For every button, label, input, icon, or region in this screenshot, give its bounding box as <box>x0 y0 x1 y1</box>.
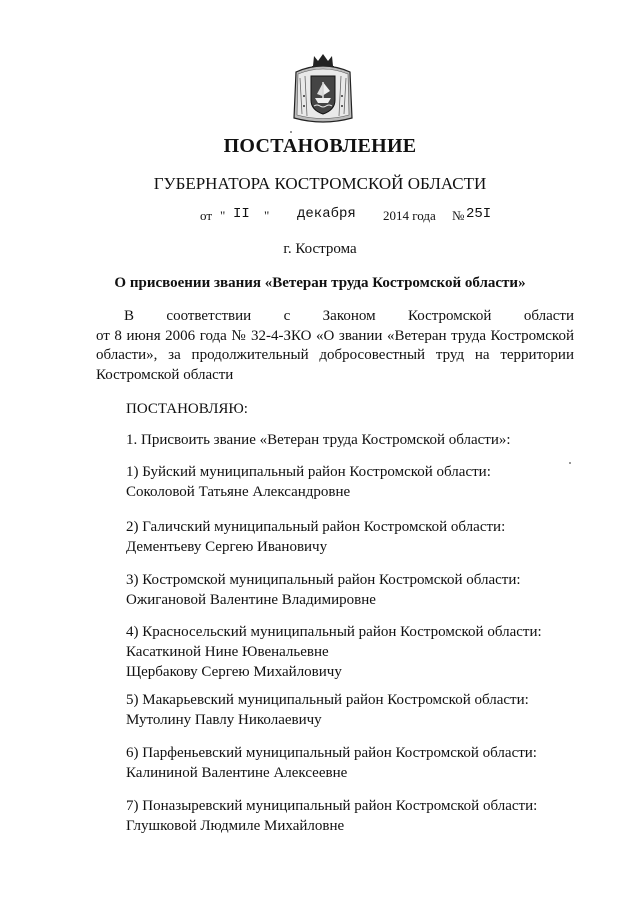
recipient-name: Дементьеву Сергею Ивановичу <box>126 539 328 555</box>
recipient-name: Глушковой Людмиле Михайловне <box>126 818 345 834</box>
preamble-line-3: области», за продолжительный добросовестный труд на территории <box>96 347 574 363</box>
recipient-name: Калининой Валентине Алексеевне <box>126 765 348 781</box>
document-number: 25I <box>466 206 492 222</box>
item-1: 1. Присвоить звание «Ветеран труда Костромской области»: <box>126 432 511 448</box>
district-block <box>126 517 505 557</box>
scan-speck <box>569 462 571 464</box>
scan-speck <box>290 131 292 133</box>
preamble-line-1: В соответствии с Законом Костромской области <box>124 308 574 324</box>
recipient-name: Щербакову Сергею Михайловичу <box>126 664 342 680</box>
document-title: ПОСТАНОВЛЕНИЕ <box>223 135 417 157</box>
district-label: 2) Галичский муниципальный район Костромской области: <box>126 519 506 535</box>
district-block <box>126 796 537 836</box>
district-label: 4) Красносельский муниципальный район Костромской области: <box>126 624 542 640</box>
date-day: II <box>233 206 250 222</box>
preamble-paragraph <box>96 307 574 385</box>
district-label: 1) Буйский муниципальный район Костромской области: <box>126 464 491 480</box>
number-sign: № <box>452 208 465 223</box>
city-line: г. Кострома <box>283 241 357 257</box>
date-quote-open: " <box>220 208 226 223</box>
preamble-line-4: Костромской области <box>96 366 234 383</box>
district-block <box>126 743 537 783</box>
district-block <box>126 690 529 730</box>
recipient-name: Ожигановой Валентине Владимировне <box>126 592 376 608</box>
district-label: 7) Поназыревский муниципальный район Костромской области: <box>126 798 538 814</box>
district-label: 6) Парфеньевский муниципальный район Костромской области: <box>126 745 537 761</box>
coat-of-arms-icon <box>292 52 354 126</box>
recipient-name: Мутолину Павлу Николаевичу <box>126 712 322 728</box>
date-month: декабря <box>297 206 356 222</box>
preamble-line-2: от 8 июня 2006 года № 32-4-ЗКО «О звании «Ветеран труда Костромской <box>96 327 574 344</box>
decree-word: ПОСТАНОВЛЯЮ: <box>126 401 248 417</box>
date-year: 2014 года <box>383 208 436 223</box>
district-block <box>126 570 521 610</box>
recipient-name: Соколовой Татьяне Александровне <box>126 484 351 500</box>
recipient-name: Касаткиной Нине Ювенальевне <box>126 644 329 660</box>
district-label: 3) Костромской муниципальный район Костромской области: <box>126 572 521 588</box>
document-subtitle: ГУБЕРНАТОРА КОСТРОМСКОЙ ОБЛАСТИ <box>153 174 487 193</box>
district-block <box>126 622 542 682</box>
date-quote-close: " <box>264 208 270 223</box>
document-heading: О присвоении звания «Ветеран труда Костромской области» <box>114 275 526 291</box>
district-block <box>126 462 491 502</box>
date-prefix: от <box>200 208 213 223</box>
district-label: 5) Макарьевский муниципальный район Костромской области: <box>126 692 529 708</box>
